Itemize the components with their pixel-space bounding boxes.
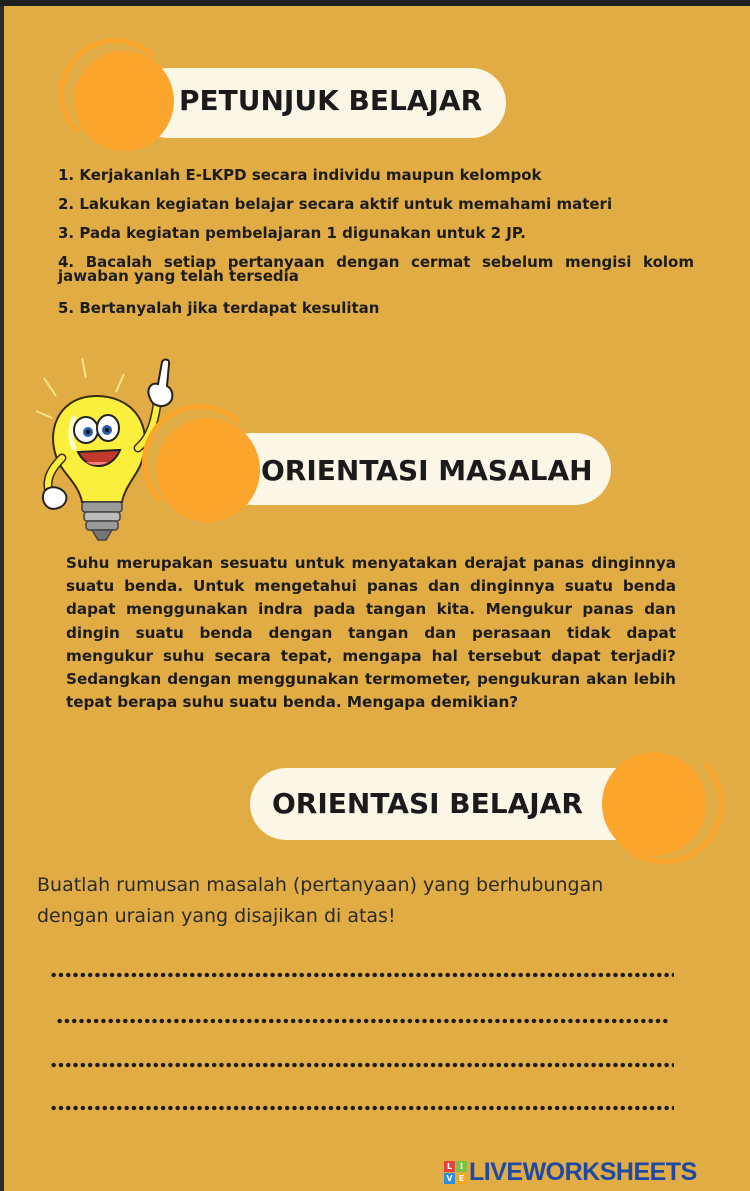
problem-paragraph: Suhu merupakan sesuatu untuk menyatakan derajat panas dinginnya suatu benda. Untuk mengetahui panas dan dinginnya suatu benda dapat menggunakan indra pada tangan kita. Mengukur panas dan dingin suatu benda dengan tangan dan perasaan tidak dapat mengukur suhu secara tepat, mengapa hal tersebut dapat terjadi? Sedangkan dengan menggunakan termometer, pengukuran akan lebih tepat berapa suhu suatu benda. Mengapa demikian? [66, 554, 676, 712]
task-instruction: Buatlah rumusan masalah (pertanyaan) yang berhubungan dengan uraian yang disajikan di atas! [37, 874, 604, 927]
list-item: 3. Pada kegiatan pembelajaran 1 digunakan untuk 2 JP. [58, 224, 526, 242]
list-item: 4. Bacalah setiap pertanyaan dengan cermat sebelum mengisi kolom jawaban yang telah tersedia [58, 253, 694, 285]
list-item: 1. Kerjakanlah E-LKPD secara individu maupun kelompok [58, 166, 542, 184]
answer-line-4[interactable] [50, 1105, 674, 1111]
instruction-list [58, 166, 694, 317]
answer-line-3[interactable] [50, 1062, 674, 1068]
liveworksheets-logo-icon: L I V E [444, 1161, 467, 1184]
worksheet-page [4, 6, 750, 1191]
list-item: 5. Bertanyalah jika terdapat kesulitan [58, 299, 380, 317]
answer-line-1[interactable] [50, 972, 674, 978]
header-circle-decoration [602, 752, 706, 856]
list-item: 2. Lakukan kegiatan belajar secara aktif untuk memahami materi [58, 195, 613, 213]
section-title-petunjuk: PETUNJUK BELAJAR [179, 84, 483, 117]
answer-line-2[interactable] [56, 1018, 668, 1024]
brand-text: LIVEWORKSHEETS [469, 1157, 697, 1186]
header-circle-decoration [156, 418, 260, 522]
section-title-orientasi-masalah: ORIENTASI MASALAH [261, 454, 593, 487]
section-title-orientasi-belajar: ORIENTASI BELAJAR [272, 787, 583, 820]
header-circle-decoration [74, 51, 174, 151]
liveworksheets-brand[interactable] [444, 1155, 697, 1189]
